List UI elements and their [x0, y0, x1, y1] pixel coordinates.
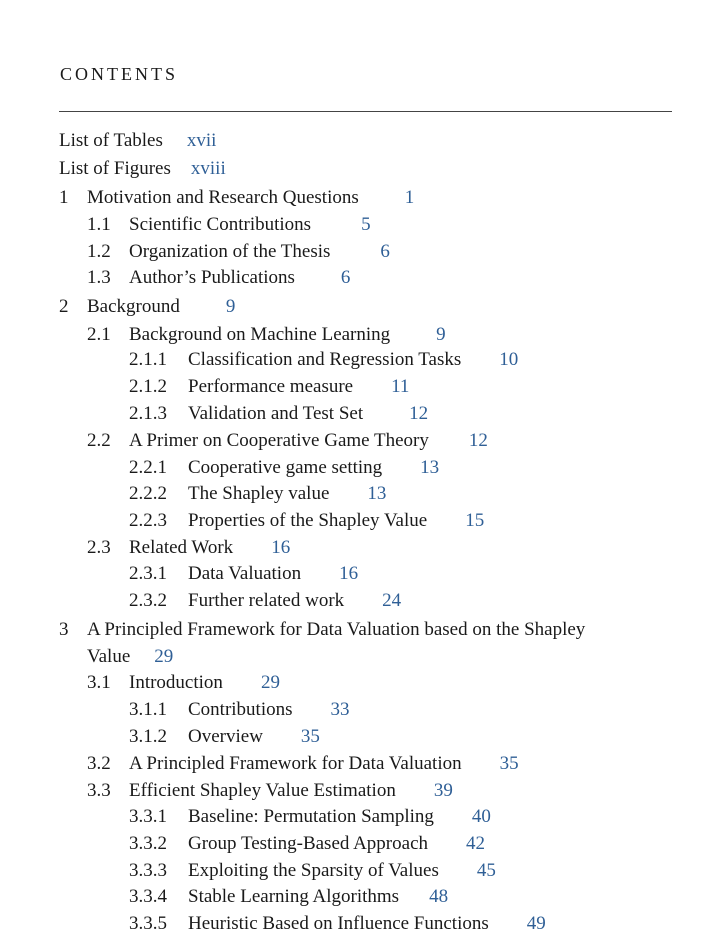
toc-entry-title-line2: Value	[87, 646, 131, 667]
toc-page-number[interactable]: 24	[382, 590, 402, 611]
toc-entry-title[interactable]: Related Work 16	[129, 537, 291, 558]
toc-entry-title[interactable]: The Shapley value 13	[188, 483, 387, 504]
toc-entry-title[interactable]: A Primer on Cooperative Game Theory 12	[129, 430, 488, 451]
toc-page-number[interactable]: 10	[499, 349, 519, 370]
toc-page-number[interactable]: 6	[380, 241, 390, 262]
toc-section-number: 3.1	[87, 672, 111, 693]
toc-section-number: 3.1.1	[129, 699, 167, 720]
toc-section-number: 2.1.2	[129, 376, 167, 397]
toc-entry-title[interactable]: Cooperative game setting 13	[188, 457, 440, 478]
toc-section-number: 2.2.1	[129, 457, 167, 478]
toc-entry-title[interactable]: A Principled Framework for Data Valuation based on the Shapley	[87, 619, 586, 640]
toc-page-number[interactable]: 9	[225, 296, 236, 317]
toc-page-number[interactable]: 12	[468, 430, 488, 451]
contents-heading: CONTENTS	[60, 64, 178, 84]
toc-page-number[interactable]: 33	[330, 699, 350, 720]
toc-page-number[interactable]: 35	[300, 726, 320, 747]
toc-page-number[interactable]: 42	[466, 833, 485, 854]
toc-page-number[interactable]: 48	[429, 886, 449, 907]
toc-section-number: 2.3.2	[129, 590, 167, 611]
heading-divider	[59, 111, 672, 112]
toc-entry-title[interactable]: Background on Machine Learning 9	[129, 324, 446, 345]
toc-entry-title[interactable]: Data Valuation 16	[188, 563, 359, 584]
toc-section-number: 1.3	[87, 267, 111, 288]
toc-section-number: 3.3.4	[129, 886, 167, 907]
toc-page-number[interactable]: 45	[476, 860, 496, 881]
toc-entry-title[interactable]: Stable Learning Algorithms 48	[188, 886, 449, 907]
toc-section-number: 3.3	[87, 780, 111, 801]
toc-section-number: 3.3.1	[129, 806, 167, 827]
toc-section-number: 2.2	[87, 430, 111, 451]
toc-section-number: 3.3.2	[129, 833, 167, 854]
toc-entry-title[interactable]: Exploiting the Sparsity of Values 45	[188, 860, 496, 881]
toc-page-number[interactable]: 5	[361, 214, 371, 235]
toc-entry-title[interactable]: List of Figures xviii	[59, 158, 226, 179]
toc-entry-title[interactable]: Classification and Regression Tasks 10	[188, 349, 519, 370]
toc-section-number: 3.2	[87, 753, 111, 774]
toc-entry-title[interactable]: Group Testing-Based Approach 42	[188, 833, 485, 854]
toc-section-number: 2.1.3	[129, 403, 167, 424]
toc-entry-title[interactable]: Further related work 24	[188, 590, 402, 611]
toc-section-number: 2.2.3	[129, 510, 167, 531]
toc-page-number[interactable]: xvii	[186, 130, 217, 151]
toc-entry-title[interactable]: Overview 35	[188, 726, 320, 747]
toc-page-number[interactable]: xviii	[190, 158, 226, 179]
toc-page-number[interactable]: 39	[433, 780, 453, 801]
toc-entry-title[interactable]: Motivation and Research Questions 1	[87, 187, 415, 208]
toc-entry-title[interactable]: Introduction 29	[129, 672, 280, 693]
toc-entry-title[interactable]: A Principled Framework for Data Valuation 35	[129, 753, 519, 774]
toc-entry-title[interactable]: Validation and Test Set 12	[188, 403, 429, 424]
toc-page-number[interactable]: 9	[436, 324, 446, 345]
toc-section-number: 2.3.1	[129, 563, 167, 584]
toc-section-number: 2.3	[87, 537, 111, 558]
toc-section-number: 1.1	[87, 214, 111, 235]
toc-entry-title[interactable]: Performance measure 11	[188, 376, 410, 397]
toc-page-number[interactable]: 16	[271, 537, 291, 558]
toc-page-number[interactable]: 12	[409, 403, 429, 424]
toc-section-number: 2.2.2	[129, 483, 167, 504]
toc-section-number: 3.3.5	[129, 913, 167, 934]
toc-entry-title[interactable]: List of Tables xvii	[59, 130, 217, 151]
toc-page-number[interactable]: 1	[404, 187, 415, 208]
toc-section-number: 3.3.3	[129, 860, 167, 881]
toc-page-number[interactable]: 13	[367, 483, 387, 504]
toc-page-number[interactable]: 40	[471, 806, 491, 827]
toc-entry-title[interactable]: Efficient Shapley Value Estimation 39	[129, 780, 453, 801]
toc-section-number: 1.2	[87, 241, 111, 262]
toc-entry-title[interactable]: Background 9	[87, 296, 236, 317]
toc-page-number[interactable]: 6	[340, 267, 351, 288]
toc-entry-title[interactable]: Organization of the Thesis 6	[129, 241, 390, 262]
toc-section-number: 2	[59, 296, 69, 317]
toc-page-number[interactable]: 16	[339, 563, 359, 584]
toc-page-number[interactable]: 49	[526, 913, 546, 934]
toc-entry-title[interactable]: Heuristic Based on Influence Functions 49	[188, 913, 546, 934]
toc-entry-title[interactable]: Properties of the Shapley Value 15	[188, 510, 485, 531]
toc-page-number[interactable]: 11	[391, 376, 410, 397]
toc-entry-title[interactable]: Scientific Contributions 5	[129, 214, 371, 235]
toc-section-number: 2.1.1	[129, 349, 167, 370]
toc-page-number[interactable]: 13	[420, 457, 440, 478]
toc-entry-title[interactable]: Baseline: Permutation Sampling 40	[188, 806, 491, 827]
toc-page-number[interactable]: 29	[260, 672, 280, 693]
toc-section-number: 3	[59, 619, 69, 640]
toc-section-number: 3.1.2	[129, 726, 167, 747]
toc-entry-title-continuation[interactable]	[87, 647, 173, 666]
toc-entry-title[interactable]: Author’s Publications 6	[129, 267, 351, 288]
toc-page-number[interactable]: 35	[499, 753, 519, 774]
toc-page-number[interactable]: 15	[465, 510, 485, 531]
toc-page-number[interactable]: 29	[154, 646, 174, 667]
toc-section-number: 2.1	[87, 324, 111, 345]
toc-section-number: 1	[59, 187, 69, 208]
toc-entry-title[interactable]: Contributions 33	[188, 699, 350, 720]
